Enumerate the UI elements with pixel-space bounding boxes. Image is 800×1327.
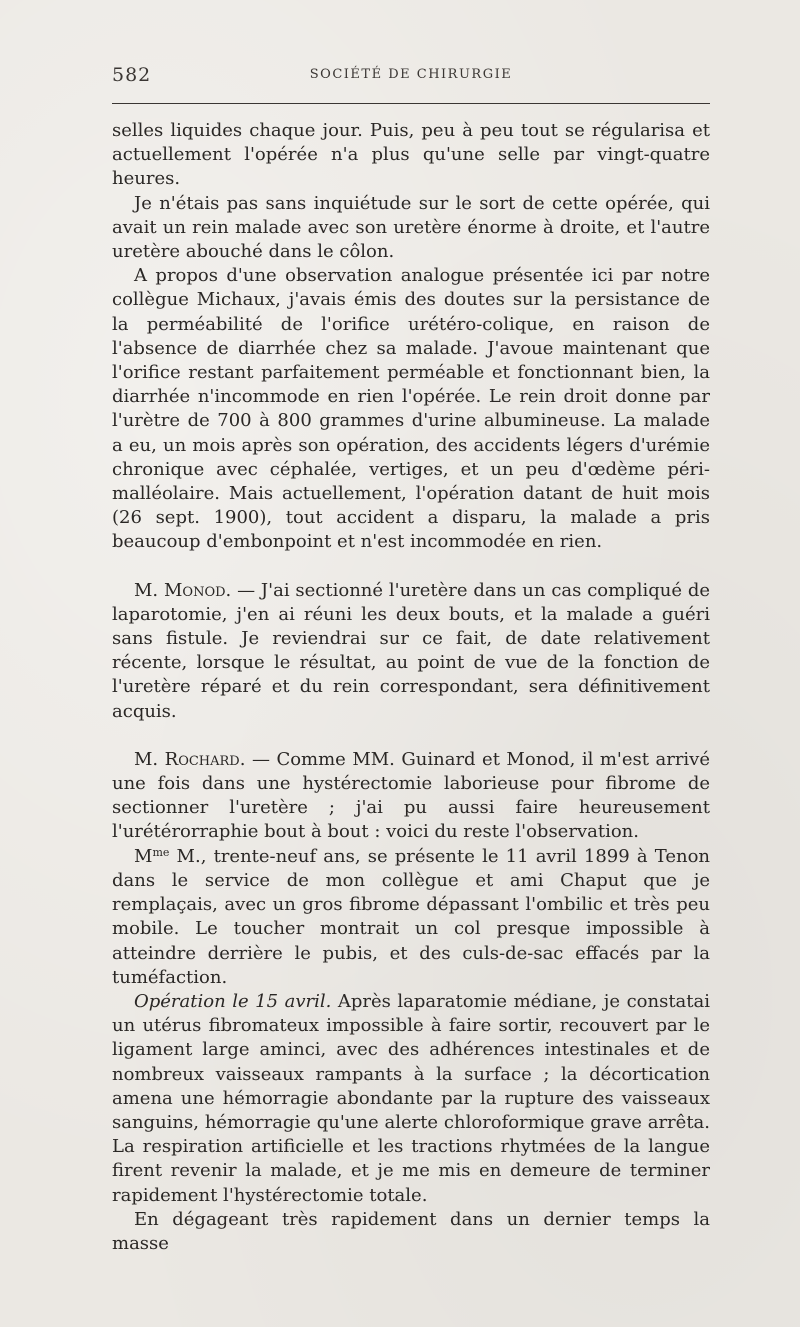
header-rule [112,103,710,104]
paragraph: Je n'étais pas sans inquiétude sur le sort de cette opérée, qui avait un rein malade avec son uretère énorme à droite, et l'autre uretère abouché dans le côlon. [112,192,710,263]
page-header [112,64,710,90]
speaker-suffix: . [239,748,246,770]
paragraph: En dégageant très rapidement dans un dernier temps la masse [112,1208,710,1254]
paragraph-continuation: selles liquides chaque jour. Puis, peu à peu tout se régularisa et actuellement l'opérée n'a plus qu'une selle par vingt-quatre heures. [112,120,710,190]
body-text [112,119,710,1256]
title-abbrev: M [134,845,153,867]
speaker-name: Monod [163,579,226,601]
speaker-name: Rochard [164,748,240,770]
title-superscript: me [152,845,170,859]
operation-text: Après laparatomie médiane, je constatai un utérus fibromateux impossible à faire sortir, recouvert par le ligament large aminci, avec des adhérences intestinales et de nombreux vaisseaux rampants à la surface ; la décortication amena une hémorragie abondante par la rupture des vaisseaux sanguins, hémorragie qu'une alerte chloroformique grave arrêta. La respiration artificielle et les tractions rhytmées de la langue firent revenir la malade, et je me mis en demeure de terminer rapidement l'hystérectomie totale. [112,990,711,1206]
speaker-paragraph-rochard [112,748,710,845]
case-text: M., trente-neuf ans, se présente le 11 avril 1899 à Tenon dans le service de mon collègue et ami Chaput que je remplaçais, avec un gros fibrome dépassant l'ombilic et très peu mobile. Le toucher montrait un col presque impossible à atteindre derrière le pubis, et des culs-de-sac effacés par la tuméfaction. [112,845,710,988]
page-number: 582 [112,64,152,86]
speaker-paragraph-monod [112,579,710,724]
speaker-text: — Comme MM. Guinard et Monod, il m'est arrivé une fois dans une hystérectomie laborieuse pour fibrome de sectionner l'uretère ; j'ai pu aussi faire heureusement l'urétérorraphie bout à bout : voici du reste l'observation. [112,748,711,843]
operation-heading: Opération le 15 avril. [134,990,332,1012]
paragraph-case [112,845,710,990]
running-head: SOCIÉTÉ DE CHIRURGIE [309,67,513,82]
speaker-prefix: M. [134,579,164,601]
paragraph-operation [112,990,710,1208]
speaker-suffix: . [225,579,232,601]
speaker-prefix: M. [134,748,165,770]
paragraph: A propos d'une observation analogue présentée ici par notre collègue Michaux, j'avais émis des doutes sur la persistance de la perméabilité de l'orifice urétéro-colique, en raison de l'absence de diarrhée chez sa malade. J'avoue maintenant que l'orifice restant parfaitement perméable et fonctionnant bien, la diarrhée n'incommode en rien l'opérée. Le rein droit donne par l'urètre de 700 à 800 grammes d'urine albumineuse. La malade a eu, un mois après son opération, des accidents légers d'urémie chronique avec céphalée, vertiges, et un peu d'œdème péri-malléolaire. Mais actuellement, l'opération datant de huit mois (26 sept. 1900), tout accident a disparu, la malade a pris beaucoup d'embonpoint et n'est incommodée en rien. [112,265,710,553]
speaker-text: — J'ai sectionné l'uretère dans un cas compliqué de laparotomie, j'en ai réuni les deux bouts, et la malade a guéri sans fistule. Je reviendrai sur ce fait, de date relativement récente, lorsque le résultat, au point de vue de la fonction de l'uretère réparé et du rein correspondant, sera définitivement acquis. [112,579,711,722]
